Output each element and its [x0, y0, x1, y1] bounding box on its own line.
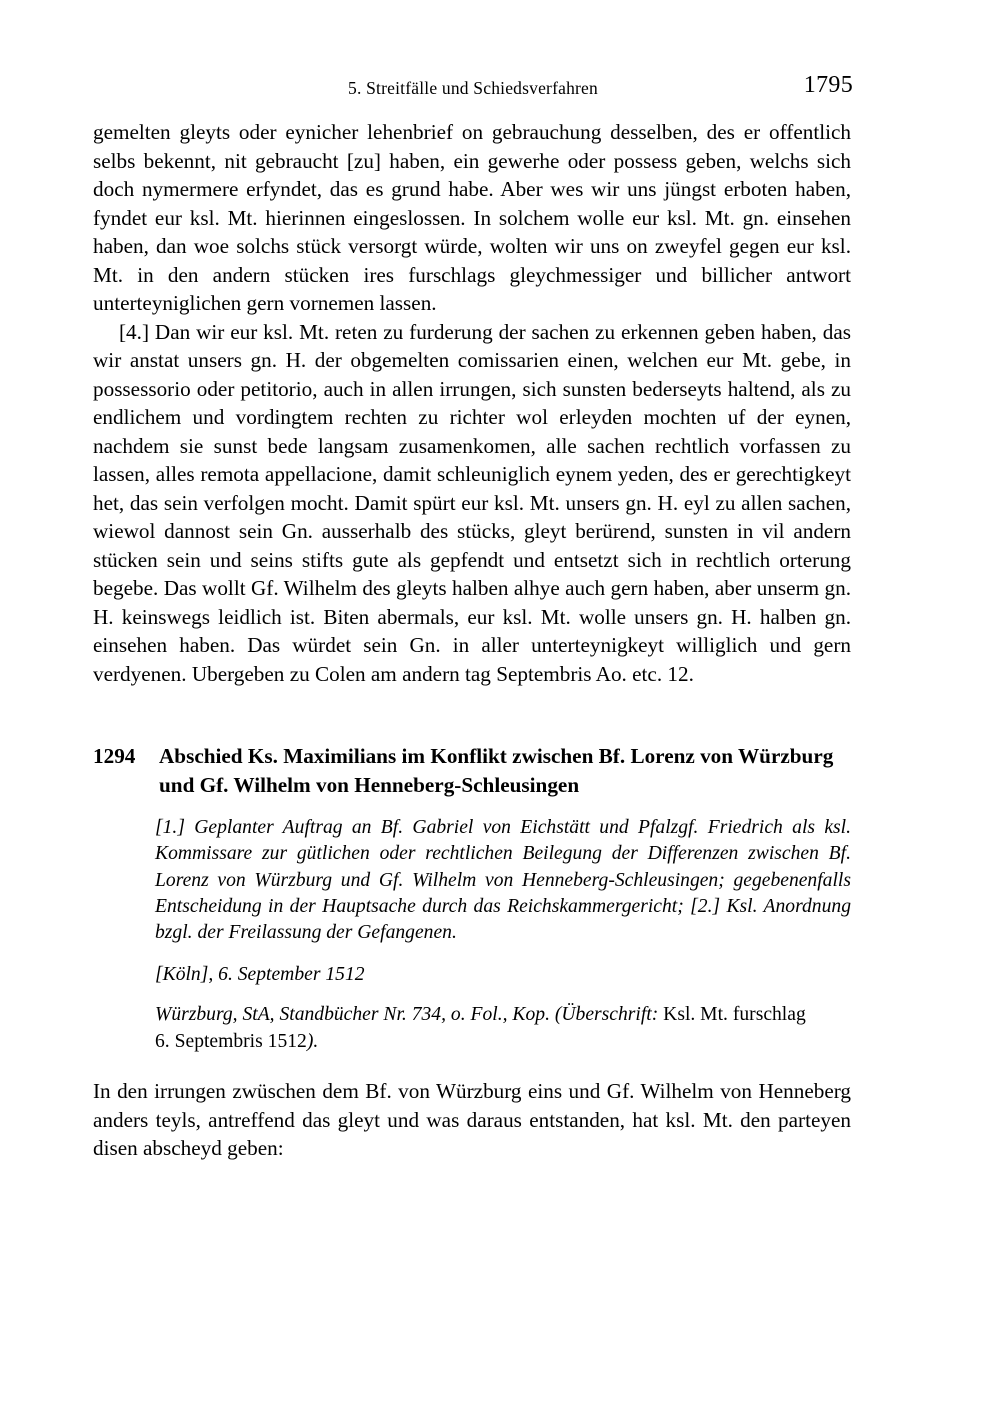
running-head-chapter: 5. Streitfälle und Schiedsverfahren — [348, 78, 598, 98]
document-number: 1294 — [93, 744, 136, 769]
document-abstract: [1.] Geplanter Auftrag an Bf. Gabriel von Eichstätt und Pfalzgf. Friedrich als ksl. Kommissare zur gütlichen oder rechtlichen Beilegung der Differenzen zwischen Bf. Lorenz von Würzburg und Gf. Wilhelm von Henneberg-Schleusingen; gegebenenfalls Entscheidung in der Hauptsache durch das Reichskammergericht; [2.] Ksl. Anordnung bzgl. der Freilassung der Gefangenen. — [155, 816, 851, 944]
document-body-text: In den irrungen zwüschen dem Bf. von Würzburg eins und Gf. Wilhelm von Henneberg anders teyls, antreffend das gleyt und was daraus entstanden, hat ksl. Mt. den parteyen disen abscheyd geben: — [93, 1079, 851, 1161]
body-column — [93, 118, 851, 1163]
running-head — [93, 72, 853, 102]
document-title: Abschied Ks. Maximilians im Konflikt zwischen Bf. Lorenz von Würzburg und Gf. Wilhelm von Henneberg-Schleusingen — [159, 744, 834, 797]
source-close-paren: ). — [306, 1030, 319, 1052]
paragraph-continued: gemelten gleyts oder eynicher lehenbrief on gebrauchung desselben, des er offentlich selbs bekennt, nit gebraucht [zu] haben, ein gewerhe oder possess geben, welchs sich doch nymermere erfyndet, das es grund habe. Aber wes wir uns jüngst erboten haben, fyndet eur ksl. Mt. hierinnen eingeslossen. In solchem wolle eur ksl. Mt. gn. einsehen haben, dan woe solchs stück versorgt würde, wolten wir uns on zweyfel gegen eur ksl. Mt. in den andern stücken ires furschlags gleychmessiger und billicher antwort unterteyniglichen gern vornemen lassen. — [93, 120, 851, 316]
source-reference-roman: Ksl. Mt. furschlag — [658, 1004, 806, 1026]
document-source — [155, 1002, 849, 1055]
paragraph-item-4: [4.] Dan wir eur ksl. Mt. reten zu furderung der sachen zu erkennen geben haben, das wir anstat unsers gn. H. der obgemelten comissarien einen, welchen eur Mt. gebe, in possessorio oder petitorio, auch in allen irrungen, sich sunsten bederseyts haltend, als zu endlichem und vordingtem rechten zu richter wol erleyden mochten uf der eynen, nachdem sie sunst bede langsam zusamenkomen, alle sachen rechtlich vorfassen zu lassen, alles remota appellacione, damit schleuniglich eynem yeden, des er gerechtigkeyt het, das sein verfolgen mocht. Damit spürt eur ksl. Mt. unsers gn. H. eyl zu allen sachen, wiewol dannost sein Gn. ausserhalb des stücks, gleyt berürend, sunsten in vil andern stücken sein und seins stifts gute als gepfendt und entsetzt sich in rechtlich orterung begebe. Das wollt Gf. Wilhelm des gleyts halben alhye auch gern haben, aber unserm gn. H. keinswegs leidlich ist. Biten abermals, eur ksl. Mt. wolle unsers gn. H. halben gn. einsehen haben. Das würdet sein Gn. in aller unterteynigkeyt williglich und gern verdyenen. Ubergeben zu Colen am andern tag Septembris Ao. etc. 12. — [93, 319, 851, 686]
document-dateline: [Köln], 6. September 1512 — [155, 963, 365, 985]
section-spacer — [93, 688, 851, 742]
source-reference-italic: Würzburg, StA, Standbücher Nr. 734, o. Fol., Kop. (Überschrift: — [155, 1004, 659, 1026]
page-number: 1795 — [803, 72, 853, 98]
source-date-roman: 6. Septembris 1512 — [155, 1030, 307, 1052]
document-heading — [93, 742, 851, 798]
